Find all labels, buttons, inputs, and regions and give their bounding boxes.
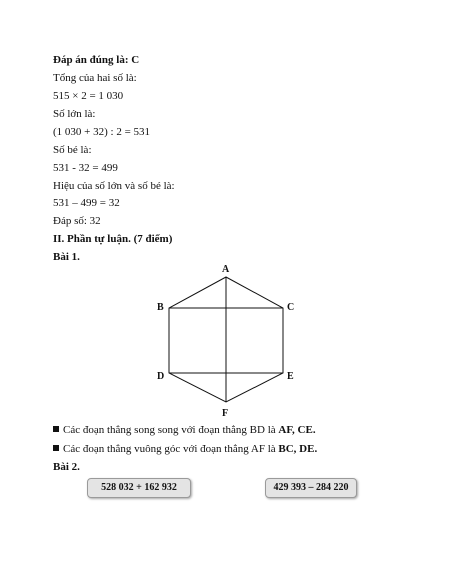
answer-line: 531 - 32 = 499 [53,162,118,174]
parallel-text: Các đoạn thẳng song song với đoạn thẳng BD là [63,424,279,436]
bullet-perpendicular [53,442,317,456]
answer-line: Số bé là: [53,144,92,156]
answer-line: Đáp số: 32 [53,215,101,227]
hexagon-figure [150,262,300,422]
square-bullet-icon [53,426,59,432]
vertex-label-d: D [157,371,165,382]
answer-line: Tổng của hai số là: [53,72,137,84]
vertex-label-b: B [157,302,164,313]
bai2-title: Bài 2. [53,461,80,473]
answer-line: 531 – 499 = 32 [53,197,120,209]
vertex-label-f: F [222,408,229,419]
perpendicular-text: Các đoạn thẳng vuông góc với đoạn thẳng AF là [63,443,279,455]
perpendicular-answer: BC, DE. [278,443,318,455]
vertex-label-a: A [222,264,230,275]
square-bullet-icon [53,445,59,451]
section-title: II. Phần tự luận. (7 điểm) [53,233,173,245]
expression-box-1: 528 032 + 162 932 [87,478,191,498]
bai1-title: Bài 1. [53,251,80,263]
answer-line: (1 030 + 32) : 2 = 531 [53,126,151,138]
expression-box-2: 429 393 – 284 220 [265,478,357,498]
parallel-answer: AF, CE. [278,424,316,436]
answer-line: Hiệu của số lớn và số bé là: [53,180,175,192]
answer-heading: Đáp án đúng là: C [53,54,140,66]
vertex-label-e: E [287,371,294,382]
bullet-parallel [53,423,316,437]
hexagon-svg [150,262,300,422]
answer-line: 515 × 2 = 1 030 [53,90,124,102]
vertex-label-c: C [287,302,295,313]
answer-line: Số lớn là: [53,108,96,120]
